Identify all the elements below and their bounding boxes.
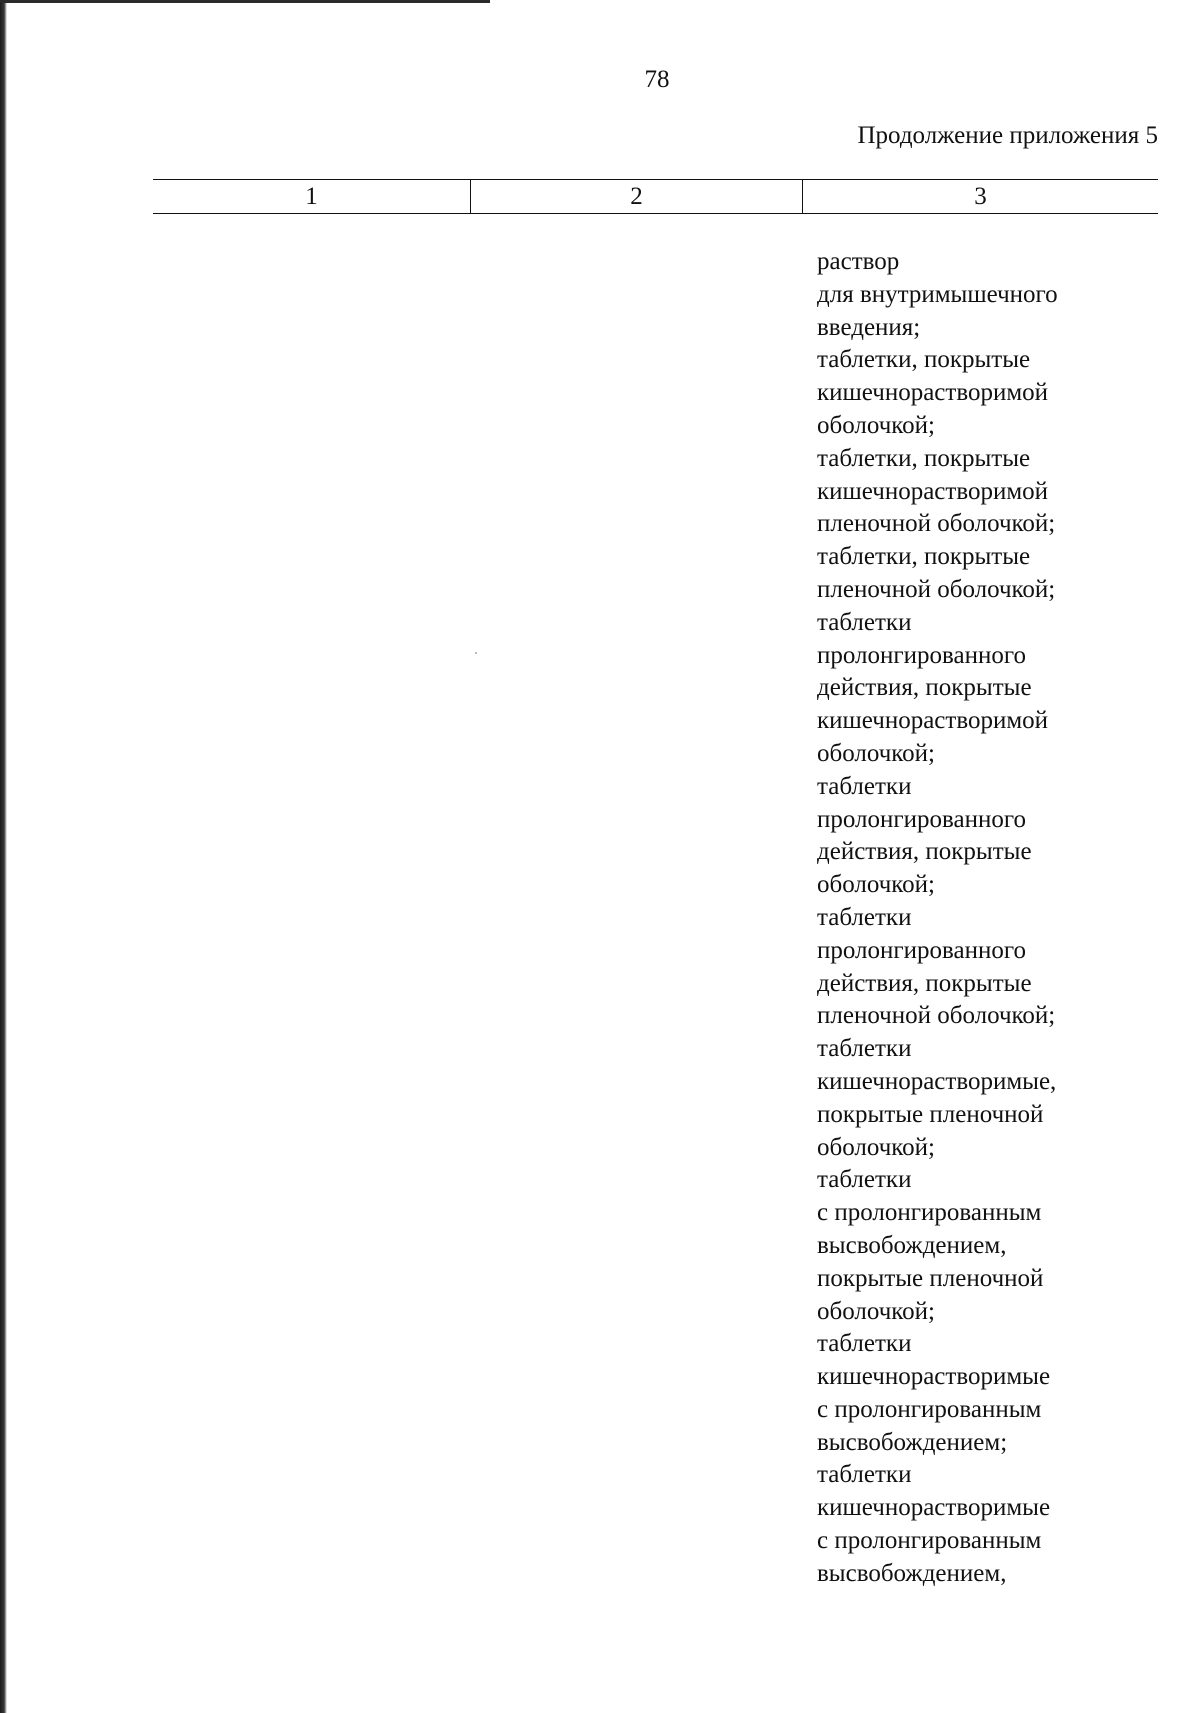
column-3-line: оболочкой;: [817, 411, 935, 439]
column-3-line: таблетки: [817, 1461, 912, 1489]
page-number: 78: [644, 66, 670, 93]
column-3-content: [817, 246, 1157, 1591]
column-3-line: пленочной оболочкой;: [817, 1002, 1056, 1030]
column-3-line: оболочкой;: [817, 1297, 935, 1325]
column-3-line: таблетки: [817, 1330, 912, 1358]
column-3-line: таблетки, покрытые: [817, 346, 1031, 374]
column-3-line: таблетки: [817, 903, 912, 931]
scan-edge-top: [0, 0, 490, 3]
column-3-line: раствор: [817, 248, 900, 275]
column-3-line: таблетки, покрытые: [817, 444, 1031, 472]
column-3-line: высвобождением,: [817, 1231, 1007, 1259]
scan-edge-left: [0, 0, 7, 1713]
column-header-1: 1: [305, 183, 318, 210]
column-3-line: введения;: [817, 313, 921, 341]
column-header-2: 2: [470, 180, 802, 213]
column-3-line: оболочкой;: [817, 871, 935, 899]
column-3-line: высвобождением,: [817, 1559, 1007, 1587]
column-3-line: действия, покрытые: [817, 969, 1032, 997]
column-3-line: высвобождением;: [817, 1428, 1008, 1456]
column-3-line: пролонгированного: [817, 805, 1026, 833]
column-3-line: таблетки: [817, 608, 912, 636]
column-3-line: с пролонгированным: [817, 1395, 1042, 1423]
column-3-line: с пролонгированным: [817, 1527, 1042, 1555]
column-3-line: кишечнорастворимые,: [817, 1067, 1057, 1095]
column-3-line: пролонгированного: [817, 936, 1026, 964]
column-3-line: с пролонгированным: [817, 1199, 1042, 1227]
column-3-line: кишечнорастворимые: [817, 1494, 1051, 1522]
column-3-line: оболочкой;: [817, 739, 935, 767]
column-3-line: покрытые пленочной: [817, 1100, 1044, 1128]
column-3-line: таблетки: [817, 1166, 912, 1194]
scan-artifact: [475, 652, 477, 654]
column-3-line: покрытые пленочной: [817, 1264, 1044, 1292]
column-3-line: пролонгированного: [817, 641, 1026, 669]
column-3-line: действия, покрытые: [817, 838, 1032, 866]
table-column-header-row: [153, 179, 1158, 214]
column-3-line: кишечнорастворимой: [817, 477, 1049, 505]
column-3-line: таблетки: [817, 1035, 912, 1063]
column-3-line: таблетки: [817, 772, 912, 800]
column-3-line: кишечнорастворимые: [817, 1363, 1051, 1391]
column-3-line: для внутримышечного: [817, 280, 1058, 308]
continuation-label: Продолжение приложения 5: [857, 122, 1158, 149]
column-header-3: 3: [802, 180, 1158, 213]
column-3-line: оболочкой;: [817, 1133, 935, 1161]
column-3-line: кишечнорастворимой: [817, 707, 1049, 735]
column-3-line: пленочной оболочкой;: [817, 510, 1056, 538]
column-3-line: кишечнорастворимой: [817, 379, 1049, 407]
column-3-line: таблетки, покрытые: [817, 543, 1031, 571]
column-3-line: действия, покрытые: [817, 674, 1032, 702]
column-3-line: пленочной оболочкой;: [817, 575, 1056, 603]
